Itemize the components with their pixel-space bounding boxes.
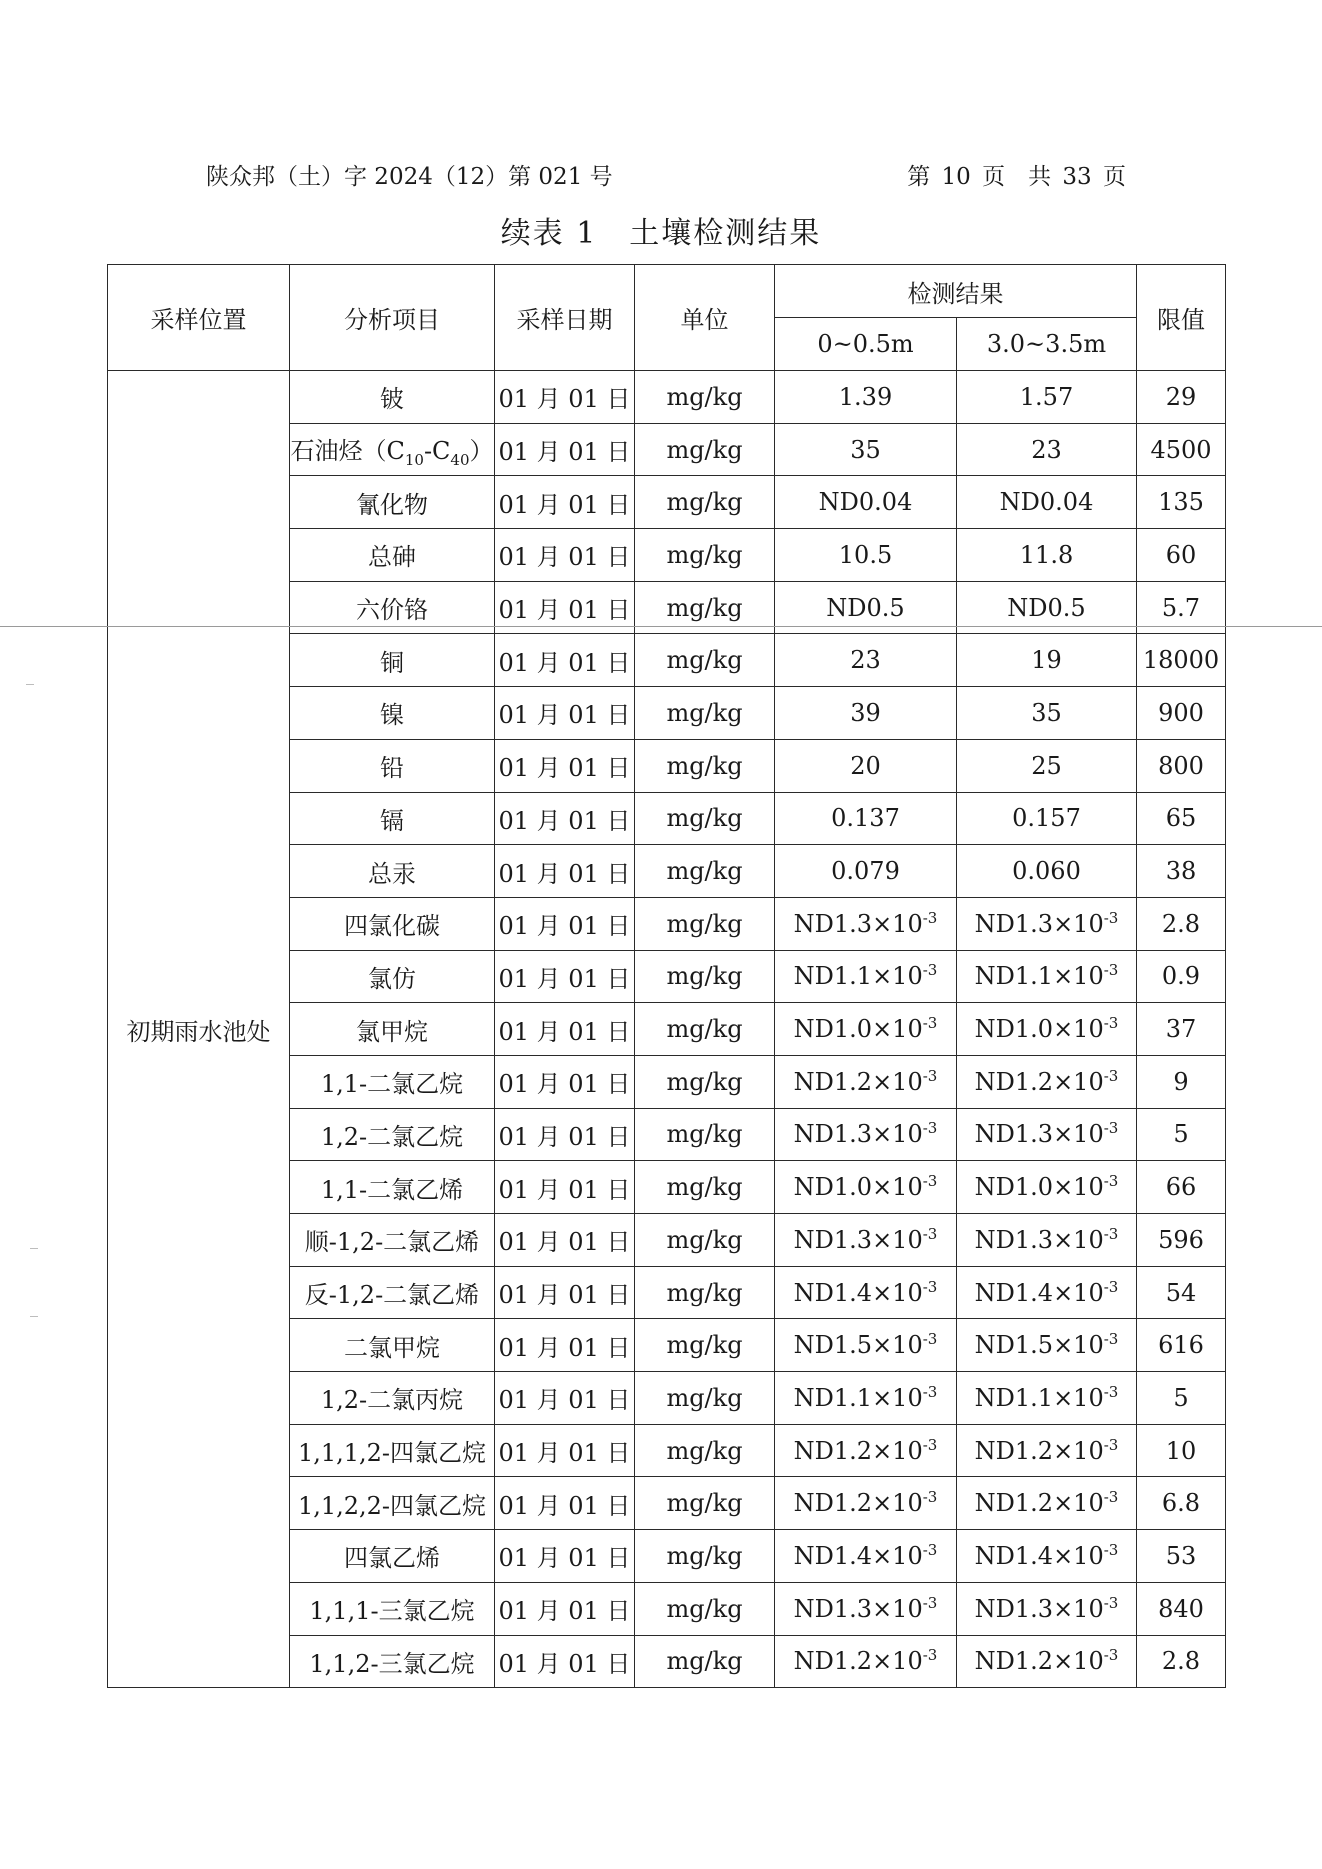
result-depth2-cell: $ND1.5\times 10^{-3}$ xyxy=(957,1319,1137,1372)
result-depth2-cell: 19 xyxy=(957,634,1137,687)
analysis-item-cell: 1,1,1-三氯乙烷 xyxy=(290,1582,495,1635)
analysis-item-cell: 六价铬 xyxy=(290,581,495,634)
sampling-location-cell: 初期雨水池处 xyxy=(108,371,290,1688)
unit-cell: mg/kg xyxy=(635,1214,775,1267)
col-header-location: 采样位置 xyxy=(108,265,290,371)
result-depth2-cell: ND0.04 xyxy=(957,476,1137,529)
sampling-date-cell: 01 月 01 日 xyxy=(495,1477,635,1530)
analysis-item-cell: 总砷 xyxy=(290,529,495,582)
col-header-depth1: 0~0.5m xyxy=(775,318,957,371)
sampling-date-cell: 01 月 01 日 xyxy=(495,1582,635,1635)
result-depth2-cell: ND0.5 xyxy=(957,581,1137,634)
analysis-item-cell: 镉 xyxy=(290,792,495,845)
unit-cell: mg/kg xyxy=(635,1477,775,1530)
analysis-item-cell: 铜 xyxy=(290,634,495,687)
analysis-item-cell: 镍 xyxy=(290,687,495,740)
result-depth1-cell: 23 xyxy=(775,634,957,687)
result-depth1-cell: $ND1.4\times 10^{-3}$ xyxy=(775,1530,957,1583)
limit-cell: 9 xyxy=(1137,1055,1226,1108)
sampling-date-cell: 01 月 01 日 xyxy=(495,423,635,476)
sampling-date-cell: 01 月 01 日 xyxy=(495,687,635,740)
header-row xyxy=(108,265,1226,318)
sampling-date-cell: 01 月 01 日 xyxy=(495,1266,635,1319)
unit-cell: mg/kg xyxy=(635,1003,775,1056)
analysis-item-cell: 氯甲烷 xyxy=(290,1003,495,1056)
limit-cell: 60 xyxy=(1137,529,1226,582)
sampling-date-cell: 01 月 01 日 xyxy=(495,634,635,687)
analysis-item-cell: 1,2-二氯乙烷 xyxy=(290,1108,495,1161)
unit-cell: mg/kg xyxy=(635,1582,775,1635)
sampling-date-cell: 01 月 01 日 xyxy=(495,1635,635,1688)
table-row xyxy=(108,371,1226,424)
unit-cell: mg/kg xyxy=(635,792,775,845)
col-header-date: 采样日期 xyxy=(495,265,635,371)
result-depth1-cell: 10.5 xyxy=(775,529,957,582)
unit-cell: mg/kg xyxy=(635,845,775,898)
limit-cell: 65 xyxy=(1137,792,1226,845)
unit-cell: mg/kg xyxy=(635,1161,775,1214)
sampling-date-cell: 01 月 01 日 xyxy=(495,792,635,845)
result-depth1-cell: $ND1.2\times 10^{-3}$ xyxy=(775,1477,957,1530)
result-depth2-cell: $ND1.3\times 10^{-3}$ xyxy=(957,1214,1137,1267)
result-depth1-cell: $ND1.4\times 10^{-3}$ xyxy=(775,1266,957,1319)
sampling-date-cell: 01 月 01 日 xyxy=(495,739,635,792)
unit-cell: mg/kg xyxy=(635,1372,775,1425)
result-depth1-cell: $ND1.0\times 10^{-3}$ xyxy=(775,1161,957,1214)
sampling-date-cell: 01 月 01 日 xyxy=(495,371,635,424)
analysis-item-cell: 总汞 xyxy=(290,845,495,898)
sampling-date-cell: 01 月 01 日 xyxy=(495,950,635,1003)
unit-cell: mg/kg xyxy=(635,423,775,476)
result-depth1-cell: $ND1.1\times 10^{-3}$ xyxy=(775,950,957,1003)
result-depth2-cell: $ND1.2\times 10^{-3}$ xyxy=(957,1635,1137,1688)
analysis-item-cell: 铅 xyxy=(290,739,495,792)
unit-cell: mg/kg xyxy=(635,897,775,950)
sampling-date-cell: 01 月 01 日 xyxy=(495,1108,635,1161)
analysis-item-cell: 石油烃$(C_{10}-C_{40})$ xyxy=(290,423,495,476)
result-depth2-cell: $ND1.3\times 10^{-3}$ xyxy=(957,1582,1137,1635)
result-depth2-cell: 0.157 xyxy=(957,792,1137,845)
analysis-item-cell: 氰化物 xyxy=(290,476,495,529)
result-depth1-cell: $ND1.1\times 10^{-3}$ xyxy=(775,1372,957,1425)
result-depth1-cell: $ND1.3\times 10^{-3}$ xyxy=(775,1582,957,1635)
limit-cell: 900 xyxy=(1137,687,1226,740)
result-depth1-cell: $ND1.3\times 10^{-3}$ xyxy=(775,1214,957,1267)
limit-cell: 29 xyxy=(1137,371,1226,424)
limit-cell: 6.8 xyxy=(1137,1477,1226,1530)
page-number: 第 10 页 共 33 页 xyxy=(907,164,1126,190)
analysis-item-cell: 1,1-二氯乙烯 xyxy=(290,1161,495,1214)
analysis-item-cell: 二氯甲烷 xyxy=(290,1319,495,1372)
scan-mark xyxy=(26,684,34,685)
limit-cell: 0.9 xyxy=(1137,950,1226,1003)
col-header-item: 分析项目 xyxy=(290,265,495,371)
result-depth2-cell: $ND1.3\times 10^{-3}$ xyxy=(957,1108,1137,1161)
result-depth2-cell: 25 xyxy=(957,739,1137,792)
analysis-item-cell: 铍 xyxy=(290,371,495,424)
result-depth2-cell: 0.060 xyxy=(957,845,1137,898)
sampling-date-cell: 01 月 01 日 xyxy=(495,1214,635,1267)
sampling-date-cell: 01 月 01 日 xyxy=(495,1424,635,1477)
analysis-item-cell: 四氯乙烯 xyxy=(290,1530,495,1583)
analysis-item-cell: 1,1,2-三氯乙烷 xyxy=(290,1635,495,1688)
unit-cell: mg/kg xyxy=(635,1530,775,1583)
unit-cell: mg/kg xyxy=(635,1424,775,1477)
result-depth1-cell: $ND1.5\times 10^{-3}$ xyxy=(775,1319,957,1372)
limit-cell: 54 xyxy=(1137,1266,1226,1319)
result-depth1-cell: 35 xyxy=(775,423,957,476)
limit-cell: 37 xyxy=(1137,1003,1226,1056)
unit-cell: mg/kg xyxy=(635,687,775,740)
analysis-item-cell: 四氯化碳 xyxy=(290,897,495,950)
result-depth1-cell: 20 xyxy=(775,739,957,792)
unit-cell: mg/kg xyxy=(635,634,775,687)
result-depth1-cell: $ND1.0\times 10^{-3}$ xyxy=(775,1003,957,1056)
result-depth1-cell: 0.137 xyxy=(775,792,957,845)
result-depth2-cell: $ND1.1\times 10^{-3}$ xyxy=(957,950,1137,1003)
unit-cell: mg/kg xyxy=(635,581,775,634)
result-depth1-cell: 1.39 xyxy=(775,371,957,424)
limit-cell: 135 xyxy=(1137,476,1226,529)
result-depth2-cell: 11.8 xyxy=(957,529,1137,582)
result-depth1-cell: 39 xyxy=(775,687,957,740)
unit-cell: mg/kg xyxy=(635,371,775,424)
limit-cell: 616 xyxy=(1137,1319,1226,1372)
unit-cell: mg/kg xyxy=(635,476,775,529)
result-depth2-cell: 35 xyxy=(957,687,1137,740)
unit-cell: mg/kg xyxy=(635,1635,775,1688)
result-depth2-cell: $ND1.0\times 10^{-3}$ xyxy=(957,1161,1137,1214)
result-depth2-cell: $ND1.3\times 10^{-3}$ xyxy=(957,897,1137,950)
result-depth2-cell: $ND1.0\times 10^{-3}$ xyxy=(957,1003,1137,1056)
result-depth1-cell: $ND1.2\times 10^{-3}$ xyxy=(775,1635,957,1688)
unit-cell: mg/kg xyxy=(635,529,775,582)
analysis-item-cell: 1,1,1,2-四氯乙烷 xyxy=(290,1424,495,1477)
sampling-date-cell: 01 月 01 日 xyxy=(495,1319,635,1372)
limit-cell: 840 xyxy=(1137,1582,1226,1635)
limit-cell: 53 xyxy=(1137,1530,1226,1583)
sampling-date-cell: 01 月 01 日 xyxy=(495,1372,635,1425)
col-header-result: 检测结果 xyxy=(775,265,1137,318)
scan-mark xyxy=(30,1248,38,1249)
page-header xyxy=(206,158,1126,192)
analysis-item-cell: 反-1,2-二氯乙烯 xyxy=(290,1266,495,1319)
limit-cell: 38 xyxy=(1137,845,1226,898)
result-depth1-cell: $ND1.2\times 10^{-3}$ xyxy=(775,1424,957,1477)
sampling-date-cell: 01 月 01 日 xyxy=(495,476,635,529)
sampling-date-cell: 01 月 01 日 xyxy=(495,845,635,898)
result-depth2-cell: 1.57 xyxy=(957,371,1137,424)
unit-cell: mg/kg xyxy=(635,1266,775,1319)
sampling-date-cell: 01 月 01 日 xyxy=(495,1003,635,1056)
result-depth2-cell: $ND1.1\times 10^{-3}$ xyxy=(957,1372,1137,1425)
analysis-item-cell: 1,1-二氯乙烷 xyxy=(290,1055,495,1108)
col-header-unit: 单位 xyxy=(635,265,775,371)
result-depth2-cell: $ND1.2\times 10^{-3}$ xyxy=(957,1477,1137,1530)
limit-cell: 66 xyxy=(1137,1161,1226,1214)
col-header-limit: 限值 xyxy=(1137,265,1226,371)
result-depth1-cell: $ND1.3\times 10^{-3}$ xyxy=(775,1108,957,1161)
analysis-item-cell: 顺-1,2-二氯乙烯 xyxy=(290,1214,495,1267)
analysis-item-cell: 1,1,2,2-四氯乙烷 xyxy=(290,1477,495,1530)
table-title: 续表 1 土壤检测结果 xyxy=(500,216,822,251)
unit-cell: mg/kg xyxy=(635,739,775,792)
result-depth2-cell: $ND1.4\times 10^{-3}$ xyxy=(957,1530,1137,1583)
limit-cell: 5.7 xyxy=(1137,581,1226,634)
analysis-item-cell: 1,2-二氯丙烷 xyxy=(290,1372,495,1425)
unit-cell: mg/kg xyxy=(635,1055,775,1108)
result-depth1-cell: $ND1.2\times 10^{-3}$ xyxy=(775,1055,957,1108)
limit-cell: 596 xyxy=(1137,1214,1226,1267)
unit-cell: mg/kg xyxy=(635,950,775,1003)
result-depth1-cell: $ND1.3\times 10^{-3}$ xyxy=(775,897,957,950)
soil-results-table xyxy=(107,264,1226,1688)
limit-cell: 10 xyxy=(1137,1424,1226,1477)
scan-artifact-line xyxy=(0,626,1322,627)
sampling-date-cell: 01 月 01 日 xyxy=(495,1530,635,1583)
unit-cell: mg/kg xyxy=(635,1108,775,1161)
limit-cell: 18000 xyxy=(1137,634,1226,687)
result-depth2-cell: $ND1.2\times 10^{-3}$ xyxy=(957,1055,1137,1108)
result-depth1-cell: 0.079 xyxy=(775,845,957,898)
result-depth2-cell: $ND1.4\times 10^{-3}$ xyxy=(957,1266,1137,1319)
analysis-item-cell: 氯仿 xyxy=(290,950,495,1003)
sampling-date-cell: 01 月 01 日 xyxy=(495,581,635,634)
result-depth1-cell: ND0.04 xyxy=(775,476,957,529)
result-depth1-cell: ND0.5 xyxy=(775,581,957,634)
limit-cell: 2.8 xyxy=(1137,897,1226,950)
sampling-date-cell: 01 月 01 日 xyxy=(495,1055,635,1108)
col-header-depth2: 3.0~3.5m xyxy=(957,318,1137,371)
sampling-date-cell: 01 月 01 日 xyxy=(495,897,635,950)
sampling-date-cell: 01 月 01 日 xyxy=(495,529,635,582)
result-depth2-cell: 23 xyxy=(957,423,1137,476)
document-number: 陕众邦（土）字 2024（12）第 021 号 xyxy=(206,164,613,190)
unit-cell: mg/kg xyxy=(635,1319,775,1372)
limit-cell: 5 xyxy=(1137,1108,1226,1161)
limit-cell: 5 xyxy=(1137,1372,1226,1425)
scan-mark xyxy=(30,1316,38,1317)
limit-cell: 800 xyxy=(1137,739,1226,792)
result-depth2-cell: $ND1.2\times 10^{-3}$ xyxy=(957,1424,1137,1477)
limit-cell: 4500 xyxy=(1137,423,1226,476)
sampling-date-cell: 01 月 01 日 xyxy=(495,1161,635,1214)
limit-cell: 2.8 xyxy=(1137,1635,1226,1688)
